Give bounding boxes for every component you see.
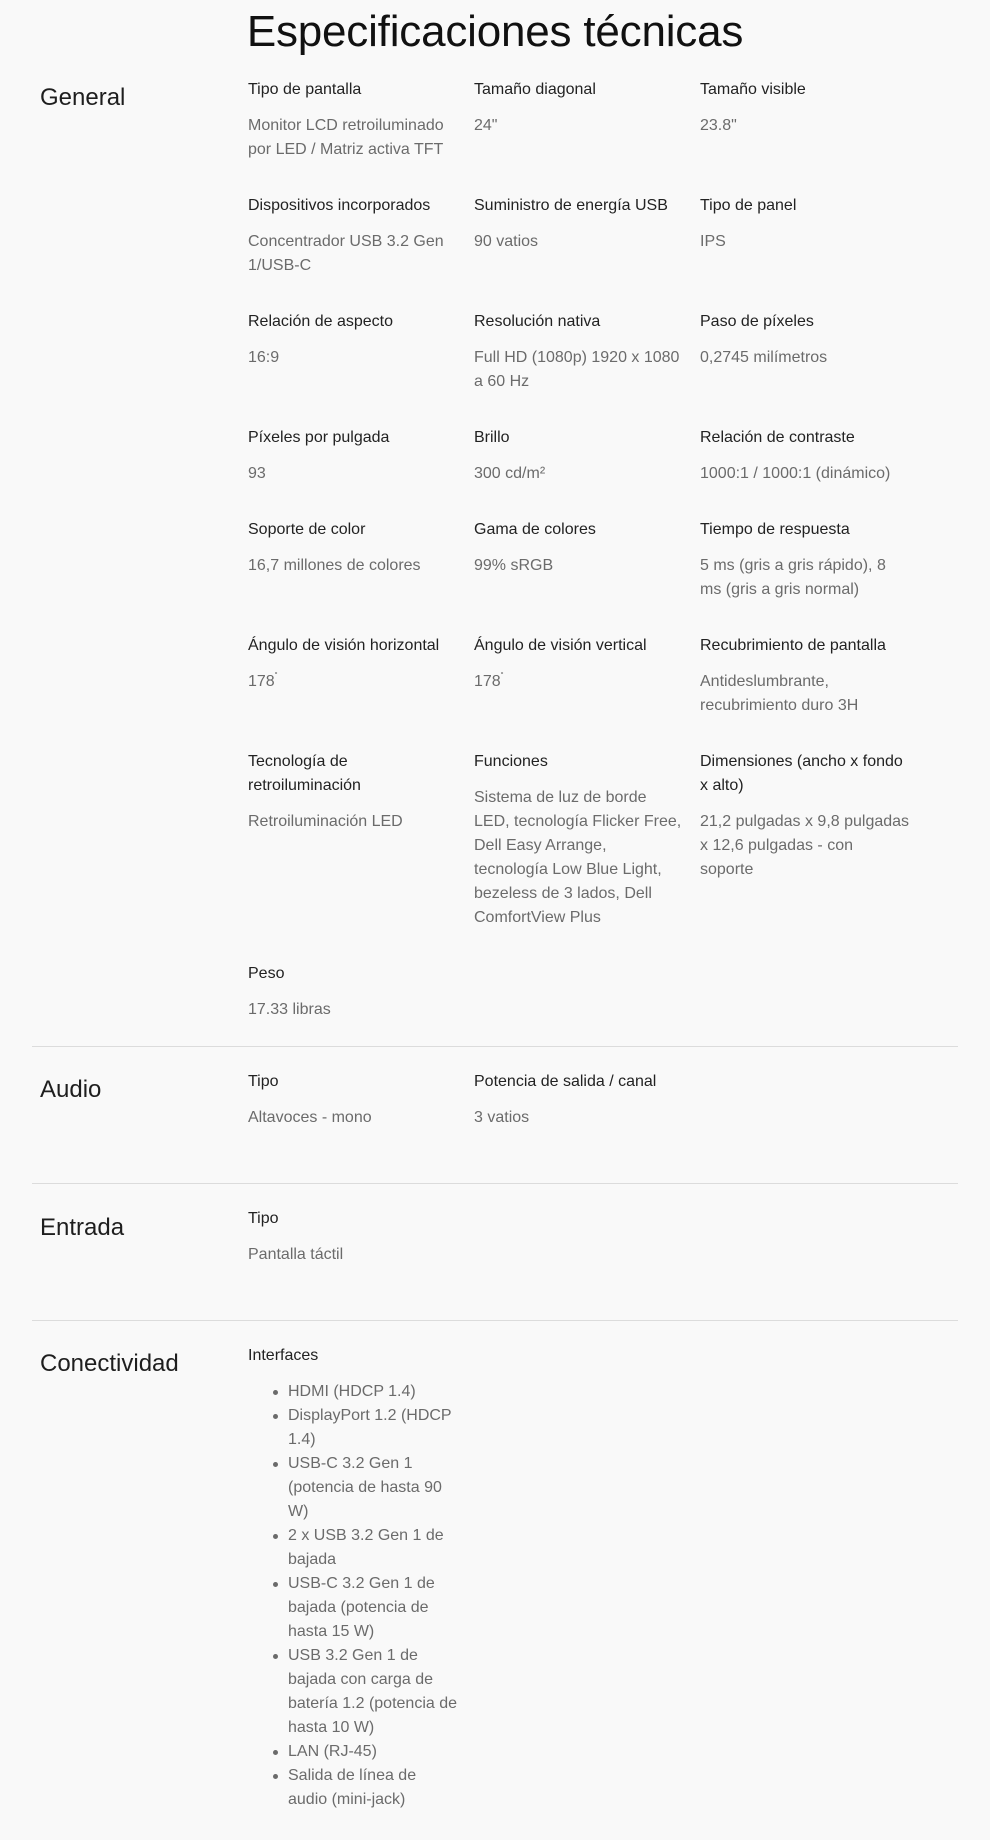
spec-label: Tamaño diagonal (474, 81, 596, 98)
spec-item (700, 518, 926, 602)
degree-symbol: ˚ (274, 671, 278, 682)
spec-value-text: 0,2745 milímetros (700, 349, 828, 366)
spec-value (474, 114, 684, 138)
spec-value (248, 462, 458, 486)
spec-label: Suministro de energía USB (474, 197, 668, 214)
spec-label: Resolución nativa (474, 313, 601, 330)
interfaces-list (248, 1380, 458, 1812)
interface-list-item: DisplayPort 1.2 (HDCP 1.4) (288, 1404, 458, 1452)
spec-value (248, 346, 458, 370)
section-divider (32, 1046, 958, 1047)
spec-label: Brillo (474, 429, 510, 446)
spec-value (700, 554, 910, 602)
spec-label: Tipo (248, 1210, 279, 1227)
spec-label: Funciones (474, 753, 548, 770)
spec-item (248, 426, 474, 486)
spec-value (474, 554, 684, 578)
spec-item (700, 194, 926, 278)
spec-item (474, 518, 700, 602)
spec-item (474, 1070, 700, 1130)
spec-label: Tecnología de retroiluminación (248, 753, 361, 794)
spec-value-text: 16,7 millones de colores (248, 557, 421, 574)
spec-item (474, 310, 700, 394)
spec-value-text: Retroiluminación LED (248, 813, 403, 830)
spec-value-text: Full HD (1080p) 1920 x 1080 a 60 Hz (474, 349, 680, 390)
spec-value (700, 114, 910, 138)
spec-value-text: 24" (474, 117, 498, 134)
spec-value-text: Pantalla táctil (248, 1246, 344, 1263)
spec-item (248, 78, 474, 162)
spec-item (248, 750, 474, 930)
spec-grid-audio (248, 1070, 928, 1130)
spec-value (248, 1243, 458, 1267)
spec-value-text: Monitor LCD retroiluminado por LED / Matriz activa TFT (248, 117, 444, 158)
spec-label: Paso de píxeles (700, 313, 814, 330)
spec-label: Interfaces (248, 1347, 319, 1364)
spec-value-text: 23.8" (700, 117, 737, 134)
spec-value-text: 178 (474, 673, 501, 690)
spec-value (248, 998, 458, 1022)
spec-label: Peso (248, 965, 285, 982)
spec-item (700, 78, 926, 162)
spec-item (474, 426, 700, 486)
interface-list-item: Salida de línea de audio (mini-jack) (288, 1764, 458, 1812)
spec-label: Relación de aspecto (248, 313, 393, 330)
spec-value (700, 810, 910, 882)
spec-item (700, 310, 926, 394)
spec-value (248, 1106, 458, 1130)
spec-label: Tipo de pantalla (248, 81, 362, 98)
spec-value (700, 230, 910, 254)
interface-list-item: HDMI (HDCP 1.4) (288, 1380, 458, 1404)
spec-value (248, 230, 458, 278)
spec-item (700, 750, 926, 930)
spec-item (248, 518, 474, 602)
spec-label: Relación de contraste (700, 429, 855, 446)
spec-label: Dimensiones (ancho x fondo x alto) (700, 753, 903, 794)
spec-value-text: Concentrador USB 3.2 Gen 1/USB-C (248, 233, 444, 274)
spec-item (248, 310, 474, 394)
spec-item (248, 1070, 474, 1130)
spec-value (474, 1106, 684, 1130)
spec-value (248, 114, 458, 162)
spec-value (474, 230, 684, 254)
spec-label: Ángulo de visión vertical (474, 637, 647, 654)
spec-item (474, 634, 700, 718)
spec-value (248, 810, 458, 834)
spec-label: Píxeles por pulgada (248, 429, 390, 446)
section-heading-entrada: Entrada (40, 1214, 125, 1241)
spec-label: Recubrimiento de pantalla (700, 637, 886, 654)
degree-symbol: ˚ (500, 671, 504, 682)
spec-value-text: Antideslumbrante, recubrimiento duro 3H (700, 673, 859, 714)
spec-item (248, 634, 474, 718)
spec-label: Tipo de panel (700, 197, 797, 214)
spec-label: Tipo (248, 1073, 279, 1090)
spec-label: Soporte de color (248, 521, 366, 538)
spec-value-text: 93 (248, 465, 266, 482)
spec-grid-general (248, 78, 928, 1022)
spec-item (474, 78, 700, 162)
spec-value (474, 346, 684, 394)
spec-value (700, 670, 910, 718)
interface-list-item: USB-C 3.2 Gen 1 de bajada (potencia de hasta 15 W) (288, 1572, 458, 1644)
page-title: Especificaciones técnicas (246, 7, 744, 56)
spec-value-text: 90 vatios (474, 233, 539, 250)
interface-list-item: 2 x USB 3.2 Gen 1 de bajada (288, 1524, 458, 1572)
spec-value-text: 1000:1 / 1000:1 (dinámico) (700, 465, 891, 482)
spec-value-text: 21,2 pulgadas x 9,8 pulgadas x 12,6 pulgadas - con soporte (700, 813, 910, 878)
spec-value-text: 16:9 (248, 349, 280, 366)
spec-grid-entrada (248, 1207, 928, 1267)
spec-item-interfaces (248, 1344, 474, 1812)
spec-value (248, 670, 458, 694)
spec-item (248, 1207, 474, 1267)
spec-value-text: 5 ms (gris a gris rápido), 8 ms (gris a gris normal) (700, 557, 886, 598)
spec-label: Dispositivos incorporados (248, 197, 431, 214)
interface-list-item: USB 3.2 Gen 1 de bajada con carga de batería 1.2 (potencia de hasta 10 W) (288, 1644, 458, 1740)
spec-grid-conectividad (248, 1344, 928, 1812)
spec-value-text: 3 vatios (474, 1109, 530, 1126)
spec-label: Potencia de salida / canal (474, 1073, 657, 1090)
spec-value (474, 462, 684, 486)
section-heading-general: General (40, 84, 126, 111)
interface-list-item: LAN (RJ-45) (288, 1740, 458, 1764)
spec-value-text: 99% sRGB (474, 557, 554, 574)
spec-label: Tiempo de respuesta (700, 521, 850, 538)
spec-value-text: 17.33 libras (248, 1001, 331, 1018)
spec-value-text: 178 (248, 673, 275, 690)
spec-item (248, 194, 474, 278)
spec-value-text: Sistema de luz de borde LED, tecnología Flicker Free, Dell Easy Arrange, tecnología Low Blue Light, bezeless de 3 lados, Dell ComfortView Plus (474, 789, 682, 926)
spec-label: Tamaño visible (700, 81, 806, 98)
spec-item (700, 426, 926, 486)
spec-item (700, 634, 926, 718)
spec-value (700, 462, 910, 486)
spec-item (248, 962, 474, 1022)
spec-item (474, 750, 700, 930)
section-heading-conectividad: Conectividad (40, 1350, 179, 1377)
spec-value-text: Altavoces - mono (248, 1109, 372, 1126)
section-divider (32, 1183, 958, 1184)
spec-value (700, 346, 910, 370)
section-heading-audio: Audio (40, 1076, 102, 1103)
interface-list-item: USB-C 3.2 Gen 1 (potencia de hasta 90 W) (288, 1452, 458, 1524)
spec-value-text: IPS (700, 233, 726, 250)
spec-value-text: 300 cd/m² (474, 465, 546, 482)
spec-label: Gama de colores (474, 521, 596, 538)
spec-value (474, 670, 684, 694)
spec-value (248, 554, 458, 578)
spec-value (474, 786, 684, 930)
spec-label: Ángulo de visión horizontal (248, 637, 440, 654)
spec-item (474, 194, 700, 278)
section-divider (32, 1320, 958, 1321)
